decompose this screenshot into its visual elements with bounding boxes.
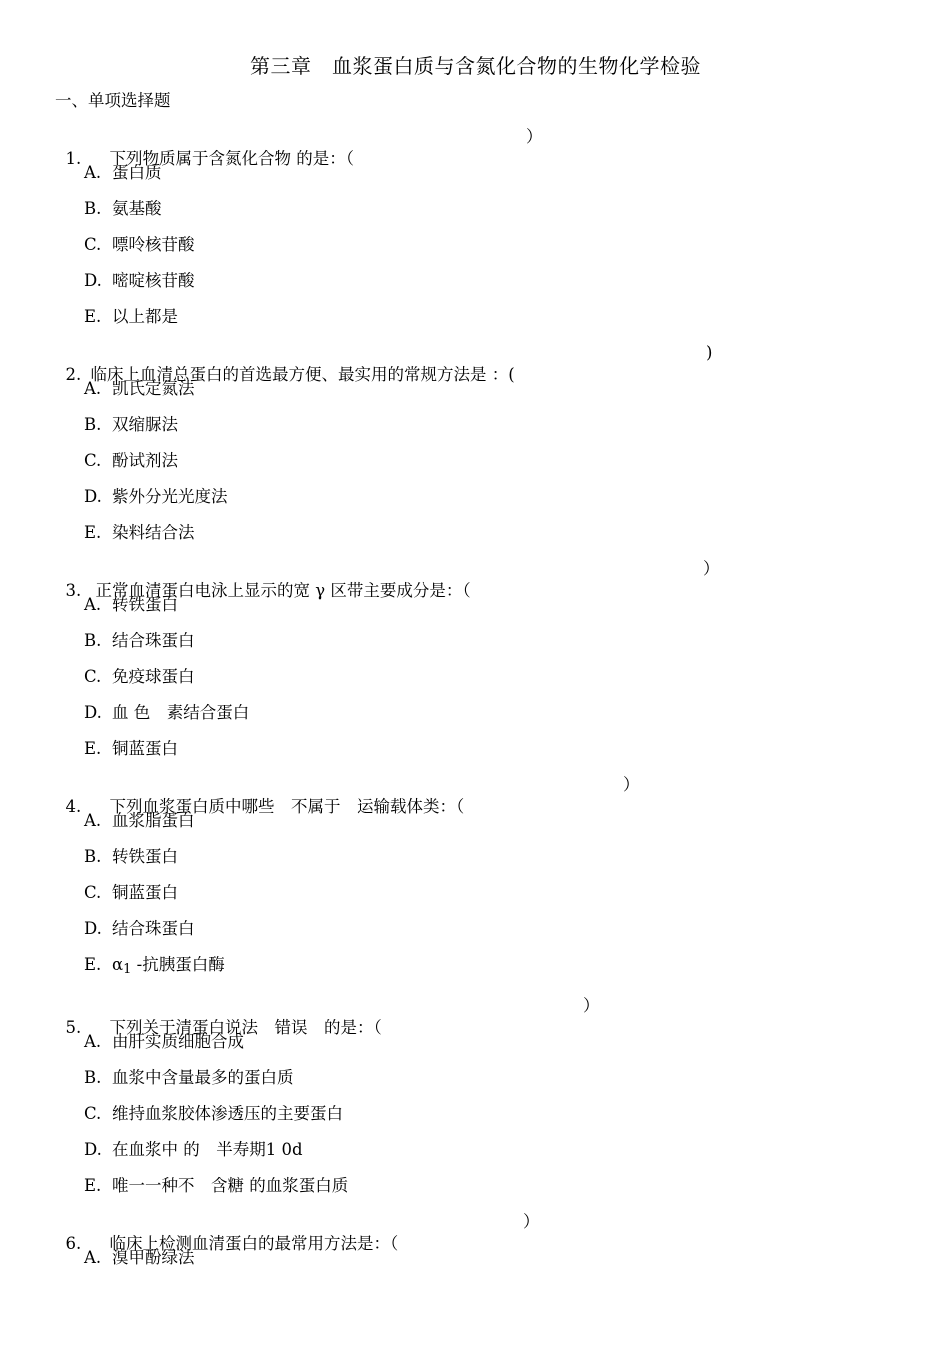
page-title: 第三章 血浆蛋白质与含氮化合物的生物化学检验 bbox=[250, 54, 701, 78]
option-text: 氨基酸 bbox=[112, 199, 162, 218]
option-text: 维持血浆胶体渗透压的主要蛋白 bbox=[112, 1104, 343, 1123]
option-3b bbox=[84, 630, 195, 652]
option-letter: A. bbox=[84, 379, 102, 398]
option-letter: A. bbox=[84, 811, 102, 830]
option-letter: E. bbox=[84, 1176, 102, 1195]
answer-paren-close: ) bbox=[706, 343, 713, 362]
option-6a bbox=[84, 1247, 195, 1269]
option-text: 紫外分光光度法 bbox=[112, 487, 228, 506]
option-3a bbox=[84, 594, 178, 616]
option-letter: A. bbox=[84, 163, 102, 182]
option-text: 转铁蛋白 bbox=[112, 595, 178, 614]
option-text: 结合珠蛋白 bbox=[112, 919, 195, 938]
option-text: 嘌呤核苷酸 bbox=[112, 235, 195, 254]
option-text: 血 色 素结合蛋白 bbox=[112, 703, 250, 722]
question-number: 5. bbox=[65, 1018, 82, 1037]
answer-paren-close: ） bbox=[703, 559, 720, 578]
option-letter: E. bbox=[84, 307, 102, 326]
option-text: 在血浆中 的 半寿期1 0d bbox=[112, 1140, 303, 1159]
option-letter: A. bbox=[84, 1248, 102, 1267]
option-text-rest: -抗胰蛋白酶 bbox=[131, 955, 225, 974]
question-text: 下列关于清蛋白说法 错误 的是：（ bbox=[109, 1018, 382, 1037]
option-letter: B. bbox=[84, 631, 102, 650]
option-4b bbox=[84, 846, 178, 868]
question-text: 下列物质属于含氮化合物 的是：（ bbox=[109, 149, 354, 168]
option-text: 免疫球蛋白 bbox=[112, 667, 195, 686]
option-text: 酚试剂法 bbox=[112, 451, 178, 470]
option-5a bbox=[84, 1031, 244, 1053]
question-number: 1. bbox=[65, 149, 82, 168]
question-number: 4. bbox=[65, 797, 82, 816]
option-1c bbox=[84, 234, 195, 256]
option-letter: B. bbox=[84, 1068, 102, 1087]
option-1b bbox=[84, 198, 162, 220]
question-number: 3. bbox=[65, 581, 82, 600]
option-2c bbox=[84, 450, 178, 472]
option-3d bbox=[84, 702, 249, 724]
option-1e bbox=[84, 306, 178, 328]
option-text: 蛋白质 bbox=[112, 163, 162, 182]
option-4d bbox=[84, 918, 195, 940]
option-2d bbox=[84, 486, 228, 508]
option-letter: D. bbox=[84, 703, 102, 722]
option-2e bbox=[84, 522, 195, 544]
option-4e bbox=[84, 954, 225, 981]
option-letter: D. bbox=[84, 919, 102, 938]
question-number: 6. bbox=[65, 1234, 82, 1253]
option-1d bbox=[84, 270, 195, 292]
question-text: 临床上血清总蛋白的首选最方便、最实用的常规方法是 ：( bbox=[90, 365, 515, 384]
option-letter: B. bbox=[84, 847, 102, 866]
answer-paren-close: ） bbox=[583, 996, 600, 1015]
option-letter: D. bbox=[84, 271, 102, 290]
option-text: 双缩脲法 bbox=[112, 415, 178, 434]
option-text: 铜蓝蛋白 bbox=[112, 739, 178, 758]
option-letter: C. bbox=[84, 1104, 102, 1123]
option-5c bbox=[84, 1103, 343, 1125]
option-text: 结合珠蛋白 bbox=[112, 631, 195, 650]
section-heading: 一、单项选择题 bbox=[55, 91, 171, 110]
option-text: 唯一一种不 含糖 的血浆蛋白质 bbox=[112, 1176, 349, 1195]
option-text: 嘧啶核苷酸 bbox=[112, 271, 195, 290]
option-text: 以上都是 bbox=[112, 307, 178, 326]
option-3e bbox=[84, 738, 178, 760]
option-text: 溴甲酚绿法 bbox=[112, 1248, 195, 1267]
option-5b bbox=[84, 1067, 294, 1089]
answer-paren-close: ） bbox=[526, 127, 543, 146]
answer-paren-close: ） bbox=[623, 775, 640, 794]
option-letter: C. bbox=[84, 235, 102, 254]
option-4c bbox=[84, 882, 178, 904]
option-1a bbox=[84, 162, 162, 184]
answer-paren-close: ） bbox=[523, 1212, 540, 1231]
option-3c bbox=[84, 666, 195, 688]
option-letter: E. bbox=[84, 955, 102, 974]
option-letter: A. bbox=[84, 1032, 102, 1051]
option-text: 凯氏定氮法 bbox=[112, 379, 195, 398]
option-4a bbox=[84, 810, 195, 832]
option-text: 染料结合法 bbox=[112, 523, 195, 542]
option-letter: E. bbox=[84, 523, 102, 542]
option-5d bbox=[84, 1139, 303, 1161]
option-2b bbox=[84, 414, 178, 436]
option-text: 血浆脂蛋白 bbox=[112, 811, 195, 830]
option-letter: B. bbox=[84, 415, 102, 434]
option-2a bbox=[84, 378, 195, 400]
option-text: 由肝实质细胞合成 bbox=[112, 1032, 244, 1051]
question-text: 正常血清蛋白电泳上显示的宽 γ 区带主要成分是：（ bbox=[95, 581, 471, 600]
option-text: 转铁蛋白 bbox=[112, 847, 178, 866]
question-number: 2. bbox=[65, 365, 82, 384]
option-letter: D. bbox=[84, 1140, 102, 1159]
question-text: 下列血浆蛋白质中哪些 不属于 运输载体类：（ bbox=[109, 797, 465, 816]
option-letter: C. bbox=[84, 451, 102, 470]
option-letter: C. bbox=[84, 883, 102, 902]
option-5e bbox=[84, 1175, 348, 1197]
option-text: 铜蓝蛋白 bbox=[112, 883, 178, 902]
option-text: 血浆中含量最多的蛋白质 bbox=[112, 1068, 294, 1087]
option-subscript: 1 bbox=[123, 962, 132, 977]
option-text: α bbox=[112, 955, 124, 974]
question-text: 临床上检测血清蛋白的最常用方法是：（ bbox=[109, 1234, 399, 1253]
option-letter: C. bbox=[84, 667, 102, 686]
option-letter: A. bbox=[84, 595, 102, 614]
option-letter: B. bbox=[84, 199, 102, 218]
option-letter: D. bbox=[84, 487, 102, 506]
option-letter: E. bbox=[84, 739, 102, 758]
